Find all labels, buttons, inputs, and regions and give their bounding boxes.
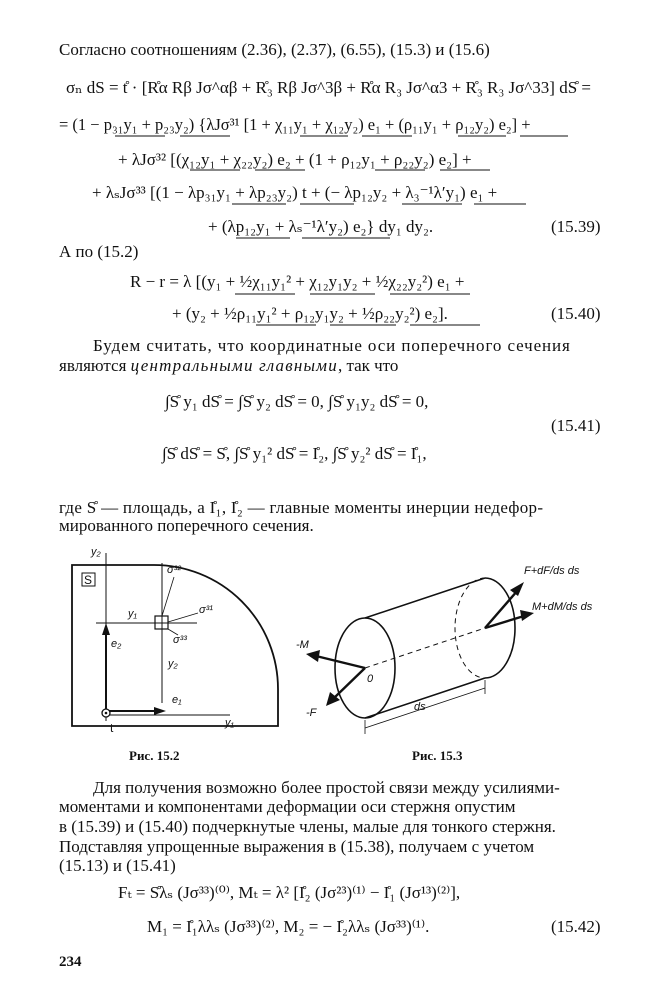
sigma32-leader: [162, 577, 174, 616]
eq-15-39-line-2: = (1 − p₃₁y₁ + p₂₃y₂) {λJσ³¹ [1 + χ₁₁y₁ + χ₁₂y₂) e₁ + (ρ₁₁y₁ + ρ₁₂y₂) e₂] +: [59, 115, 531, 134]
cylinder-top-edge: [365, 578, 485, 618]
para3-line-5: (15.13) и (15.41): [59, 856, 176, 875]
eq-15-41-line-1: ∫S̊ y₁ dS̊ = ∫S̊ y₂ dS̊ = 0, ∫S̊ y₁y₂ dS̊ = 0,: [165, 392, 429, 411]
para3-line-4: Подставляя упрощенные выражения в (15.38), получаем с учетом: [59, 837, 535, 856]
sigma33-label: σ³³: [173, 634, 187, 646]
eq-15-41-number: (15.41): [551, 416, 601, 435]
para3-line-3: в (15.39) и (15.40) подчеркнутые члены, малые для тонкого стержня.: [59, 817, 556, 836]
y2-dimension-label: y₂: [168, 658, 178, 670]
para1-line-2-emphasis: центральными главными: [130, 356, 338, 375]
y1-axis-label: y₁: [225, 717, 234, 729]
eq-15-39-line-5: + (λp₁₂y₁ + λₛ⁻¹λ′y₂) e₂} dy₁ dy₂.: [208, 217, 434, 236]
figure-15-2-caption: Рис. 15.2: [129, 748, 180, 763]
minus-f-label: -F: [306, 707, 317, 719]
eq-15-39-underlines: [0, 0, 659, 260]
s-box-label: S: [84, 573, 93, 587]
eq-15-41-line-2: ∫S̊ dS̊ = S̊, ∫S̊ y₁² dS̊ = I̊₂, ∫S̊ y₂² dS̊ = I̊₁,: [162, 444, 427, 463]
para1-line-2: [59, 356, 398, 376]
e2-label: e₂: [111, 638, 122, 650]
figure-15-3-caption: Рис. 15.3: [412, 748, 463, 763]
para3-line-2: моментами и компонентами деформации оси стержня опустим: [59, 797, 516, 816]
minus-m-label: -M: [296, 639, 309, 651]
y2-axis-label: y₂: [91, 546, 101, 558]
intro-line: Согласно соотношениям (2.36), (2.37), (6.55), (15.3) и (15.6): [59, 40, 490, 59]
e1-label: e₁: [172, 694, 182, 706]
eq-15-39-line-1: σₙ dS = t̊ · [R̊α Rβ Jσ^αβ + R̊₃ Rβ Jσ^3β + R̊α R₃ Jσ^α3 + R̊₃ R₃ Jσ^33] dS̊ =: [66, 78, 591, 97]
eq-15-40-line-2: + (y₂ + ½ρ₁₁y₁² + ρ₁₂y₁y₂ + ½ρ₂₂y₂²) e₂].: [172, 304, 448, 323]
cylinder-axis: [365, 628, 485, 668]
eq-15-40-underlines: [0, 293, 659, 323]
origin-label: 0: [367, 673, 374, 685]
m-plus-dm-label: M+dM/ds ds: [532, 601, 593, 613]
minus-f-vector: [334, 668, 365, 698]
para3-line-1: Для получения возможно более простой связи между усилиями-: [93, 778, 560, 797]
figure-15-2: [62, 543, 232, 743]
sigma31-label: σ³¹: [199, 604, 213, 616]
minus-m-vector: [316, 656, 365, 668]
eq-15-39-line-3: + λJσ³² [(χ₁₂y₁ + χ₂₂y₂) e₂ + (1 + ρ₁₂y₁ + ρ₂₂y₂) e₂] +: [118, 150, 472, 169]
para2-line-1: где S̊ — площадь, а I̊₁, I̊₂ — главные моменты инерции недефор-: [59, 498, 544, 517]
origin-dot: [105, 712, 108, 715]
minus-m-arrowhead: [306, 650, 320, 662]
para1-line-2-b: , так что: [337, 356, 399, 375]
eq-15-40-number: (15.40): [551, 304, 601, 323]
eq-15-40-line-1: R − r = λ [(y₁ + ½χ₁₁y₁² + χ₁₂y₁y₂ + ½χ₂₂y₂²) e₁ +: [130, 272, 465, 291]
para1-line-2-a: являются: [59, 356, 131, 375]
para2-line-2: мированного поперечного сечения.: [59, 516, 314, 535]
e2-arrowhead: [102, 623, 110, 635]
t-label: t: [110, 721, 114, 735]
eq-15-39-number: (15.39): [551, 217, 601, 236]
ds-label: ds: [414, 701, 426, 713]
a-po-line: А по (15.2): [59, 242, 139, 261]
sigma31-leader: [168, 613, 198, 622]
figure-15-3: [292, 548, 622, 748]
eq-15-42-line-1: Fₜ = S̊λₛ (Jσ³³)⁽⁰⁾, Mₜ = λ² [I̊₂ (Jσ²³)⁽¹⁾ − I̊₁ (Jσ¹³)⁽²⁾],: [118, 883, 461, 902]
sigma32-label: σ³²: [167, 564, 181, 576]
f-plus-df-label: F+dF/ds ds: [524, 565, 580, 577]
eq-15-39-line-4: + λₛJσ³³ [(1 − λp₃₁y₁ + λp₂₃y₂) t + (− λp₁₂y₂ + λ₃⁻¹λ′y₁) e₁ +: [92, 183, 498, 202]
right-end-back-arc: [455, 578, 485, 678]
page-number: 234: [59, 954, 82, 970]
f-plus-df-arrowhead: [510, 582, 524, 596]
right-end-front-arc: [485, 578, 515, 678]
eq-15-42-number: (15.42): [551, 917, 601, 936]
e1-arrowhead: [154, 707, 166, 715]
y1-dimension-label: y₁: [128, 608, 137, 620]
para1-line-1: Будем считать, что координатные оси поперечного сечения: [93, 336, 571, 355]
eq-15-42-line-2: M₁ = I̊₁λλₛ (Jσ³³)⁽²⁾, M₂ = − I̊₂λλₛ (Jσ³³)⁽¹⁾.: [147, 917, 430, 936]
